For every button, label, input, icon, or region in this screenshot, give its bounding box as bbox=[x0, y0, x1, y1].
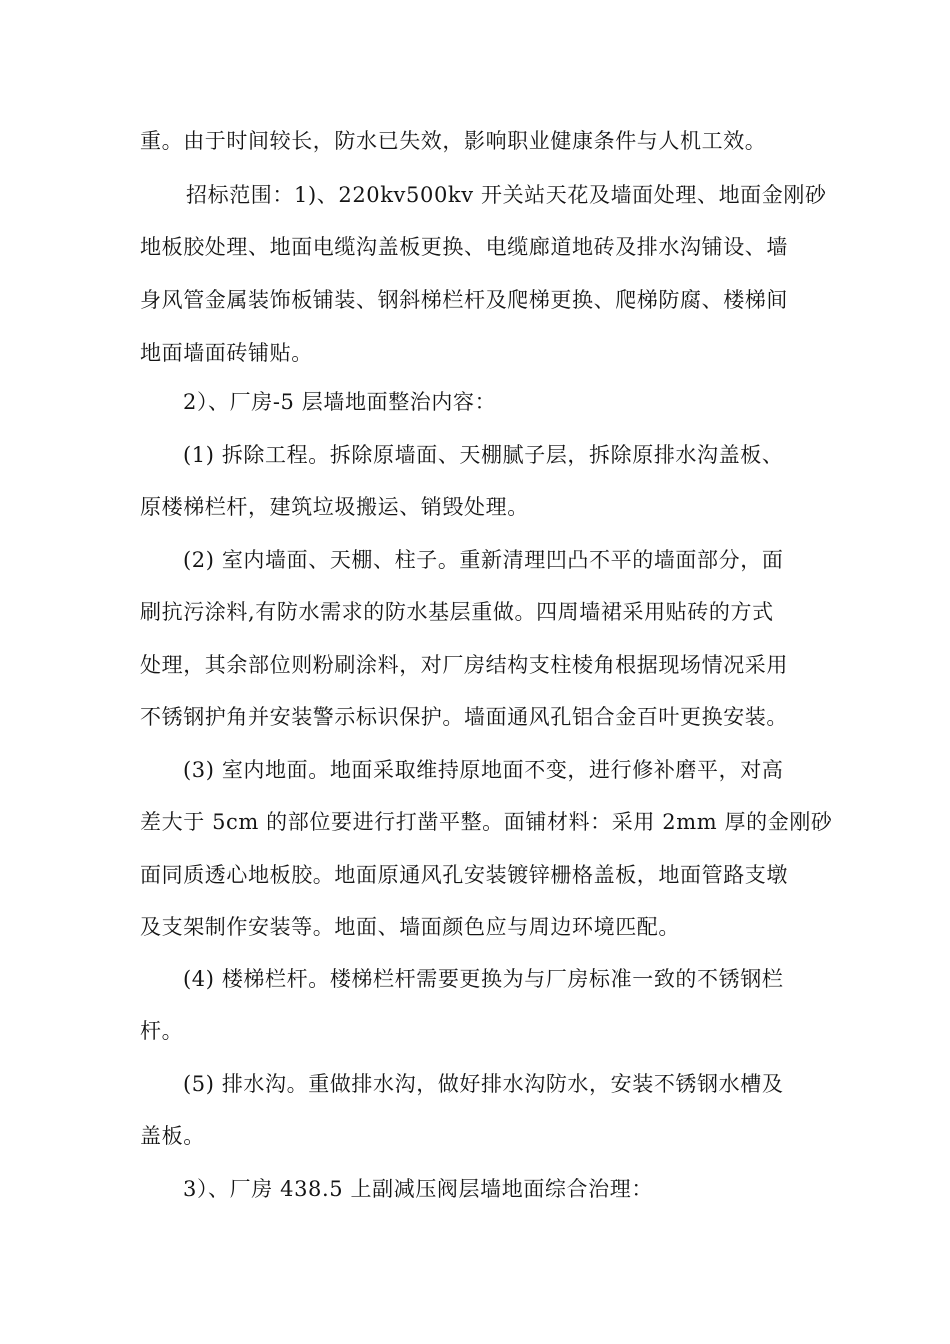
text-line: 面同质透心地板胶。地面原通风孔安装镀锌栅格盖板，地面管路支墩 bbox=[140, 863, 788, 887]
text-line: 不锈钢护角并安装警示标识保护。墙面通风孔铝合金百叶更换安装。 bbox=[140, 705, 788, 729]
section-heading: 2）、厂房-5 层墙地面整治内容： bbox=[183, 390, 497, 414]
text-line: 地板胶处理、地面电缆沟盖板更换、电缆廊道地砖及排水沟铺设、墙 bbox=[140, 235, 788, 259]
section-heading: 3）、厂房 438.5 上副减压阀层墙地面综合治理： bbox=[183, 1177, 653, 1201]
text-line: 及支架制作安装等。地面、墙面颜色应与周边环境匹配。 bbox=[140, 915, 680, 939]
text-line: (3) 室内地面。地面采取维持原地面不变，进行修补磨平，对高 bbox=[183, 758, 784, 782]
text-line: (2) 室内墙面、天棚、柱子。重新清理凹凸不平的墙面部分，面 bbox=[183, 548, 784, 572]
text-line: 刷抗污涂料,有防水需求的防水基层重做。四周墙裙采用贴砖的方式 bbox=[140, 600, 774, 624]
text-line: 杆。 bbox=[140, 1019, 184, 1043]
text-line: 原楼梯栏杆，建筑垃圾搬运、销毁处理。 bbox=[140, 495, 529, 519]
text-line: 招标范围：1)、220kv500kv 开关站天花及墙面处理、地面金刚砂 bbox=[186, 183, 827, 207]
text-line: 身风管金属装饰板铺装、钢斜梯栏杆及爬梯更换、爬梯防腐、楼梯间 bbox=[140, 288, 788, 312]
text-line: (4) 楼梯栏杆。楼梯栏杆需要更换为与厂房标准一致的不锈钢栏 bbox=[183, 967, 784, 991]
text-line: 处理，其余部位则粉刷涂料，对厂房结构支柱棱角根据现场情况采用 bbox=[140, 653, 788, 677]
text-line: 差大于 5cm 的部位要进行打凿平整。面铺材料：采用 2mm 厚的金刚砂 bbox=[140, 810, 833, 834]
text-line: 重。由于时间较长，防水已失效，影响职业健康条件与人机工效。 bbox=[140, 129, 767, 153]
text-line: 盖板。 bbox=[140, 1124, 205, 1148]
text-line: (1) 拆除工程。拆除原墙面、天棚腻子层，拆除原排水沟盖板、 bbox=[183, 443, 784, 467]
text-line: (5) 排水沟。重做排水沟，做好排水沟防水，安装不锈钢水槽及 bbox=[183, 1072, 784, 1096]
text-line: 地面墙面砖铺贴。 bbox=[140, 341, 313, 365]
